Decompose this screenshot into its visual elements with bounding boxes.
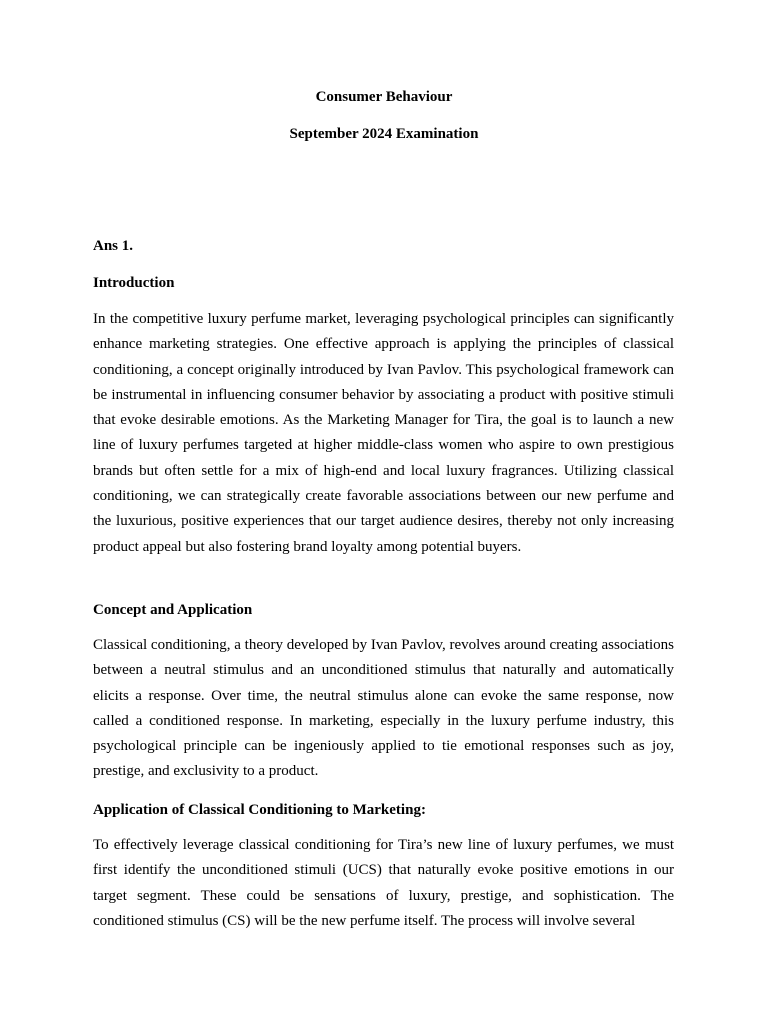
section-heading-introduction: Introduction (93, 275, 175, 291)
section-body-application-to-marketing: To effectively leverage classical conditioning for Tira’s new line of luxury perfumes, we must first identify the unconditioned stimuli (UCS) that naturally evoke positive emotions in our target segment. These could be sensations of luxury, prestige, and sophistication. The conditioned stimulus (CS) will be the new perfume itself. The process will involve several (93, 837, 674, 929)
document-title: Consumer Behaviour (315, 89, 453, 105)
section-heading-concept-and-application: Concept and Application (93, 602, 253, 618)
section-body-concept-and-application: Classical conditioning, a theory developed by Ivan Pavlov, revolves around creating associations between a neutral stimulus and an unconditioned stimulus that naturally and automatically elicits a response. Over time, the neutral stimulus alone can evoke the same response, now called a conditioned response. In marketing, especially in the luxury perfume industry, this psychological principle can be ingeniously applied to tie emotional responses such as joy, prestige, and exclusivity to a product. (93, 637, 674, 780)
section-heading-application-to-marketing: Application of Classical Conditioning to Marketing: (93, 802, 426, 818)
answer-label: Ans 1. (93, 238, 134, 254)
section-body-introduction: In the competitive luxury perfume market, leveraging psychological principles can significantly enhance marketing strategies. One effective approach is applying the principles of classical conditioning, a concept originally introduced by Ivan Pavlov. This psychological framework can be instrumental in influencing consumer behavior by associating a product with positive stimuli that evoke desirable emotions. As the Marketing Manager for Tira, the goal is to launch a new line of luxury perfumes targeted at higher middle-class women who aspire to own prestigious brands but often settle for a mix of high-end and local luxury fragrances. Utilizing classical conditioning, we can strategically create favorable associations between our new perfume and the luxurious, positive experiences that our target audience desires, thereby not only increasing product appeal but also fostering brand loyalty among potential buyers. (93, 311, 674, 555)
document-subtitle: September 2024 Examination (289, 126, 479, 142)
